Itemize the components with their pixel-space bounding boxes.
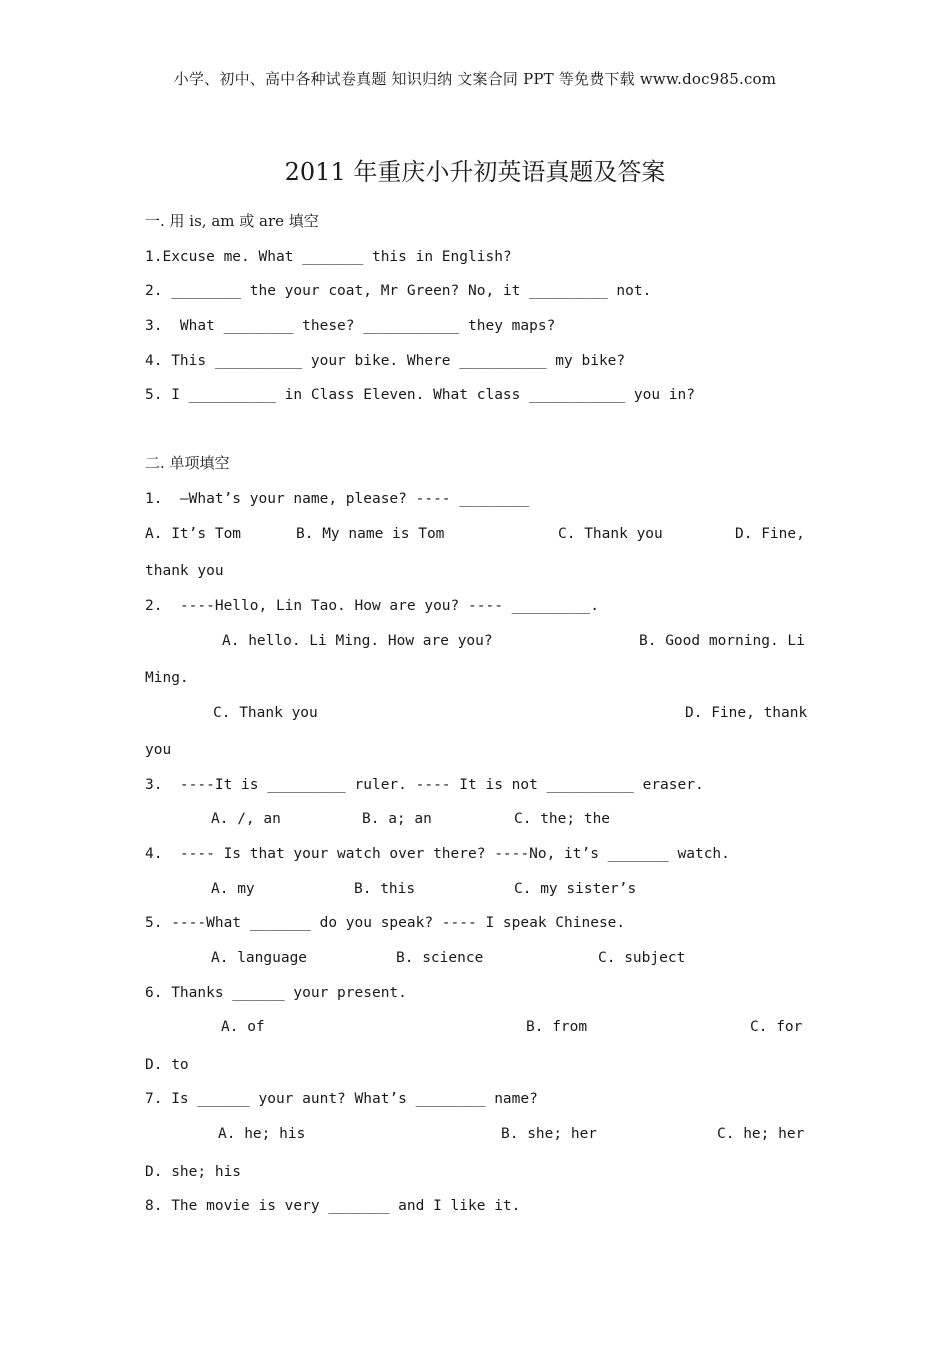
option-a: A. It’s Tom bbox=[145, 526, 242, 542]
s2-question-1-wrap: thank you bbox=[145, 563, 224, 579]
option-d: D. Fine, thank bbox=[685, 705, 808, 721]
option-a: A. my bbox=[211, 881, 255, 897]
s2-question-6-stem: 6. Thanks ______ your present. bbox=[145, 985, 407, 1001]
option-b: B. this bbox=[354, 881, 416, 897]
option-b: B. My name is Tom bbox=[296, 526, 445, 542]
option-a: A. language bbox=[211, 950, 308, 966]
s2-question-3-stem: 3. ----It is _________ ruler. ---- It is not __________ eraser. bbox=[145, 777, 704, 793]
s1-question-1: 1.Excuse me. What _______ this in English? bbox=[145, 249, 512, 265]
s2-question-8-stem: 8. The movie is very _______ and I like it. bbox=[145, 1198, 521, 1214]
s1-question-4: 4. This __________ your bike. Where __________ my bike? bbox=[145, 353, 626, 369]
s2-question-7-stem: 7. Is ______ your aunt? What’s ________ name? bbox=[145, 1091, 538, 1107]
section-1-heading: 一. 用 is, am 或 are 填空 bbox=[145, 212, 319, 230]
s2-question-7-option-d: D. she; his bbox=[145, 1164, 242, 1180]
option-c: C. for bbox=[750, 1019, 803, 1035]
page-header: 小学、初中、高中各种试卷真题 知识归纳 文案合同 PPT 等免费下载 www.doc985.com bbox=[173, 70, 777, 88]
option-b: B. Good morning. Li bbox=[639, 633, 805, 649]
s2-question-1-stem: 1. –What’s your name, please? ---- ________ bbox=[145, 491, 530, 507]
option-c: C. my sister’s bbox=[514, 881, 637, 897]
option-c: C. subject bbox=[598, 950, 686, 966]
s1-question-3: 3. What ________ these? ___________ they maps? bbox=[145, 318, 556, 334]
s1-question-5: 5. I __________ in Class Eleven. What class ___________ you in? bbox=[145, 387, 695, 403]
option-b: B. a; an bbox=[362, 811, 432, 827]
option-c: C. the; the bbox=[514, 811, 611, 827]
option-d: D. Fine, bbox=[735, 526, 805, 542]
s2-question-2-wrap-d: you bbox=[145, 742, 172, 758]
s2-question-5-stem: 5. ----What _______ do you speak? ---- I speak Chinese. bbox=[145, 915, 626, 931]
option-a: A. he; his bbox=[218, 1126, 306, 1142]
option-a: A. hello. Li Ming. How are you? bbox=[222, 633, 493, 649]
option-b: B. she; her bbox=[501, 1126, 598, 1142]
option-b: B. science bbox=[396, 950, 484, 966]
s2-question-2-wrap-b: Ming. bbox=[145, 670, 189, 686]
s1-question-2: 2. ________ the your coat, Mr Green? No, it _________ not. bbox=[145, 283, 652, 299]
option-c: C. he; her bbox=[717, 1126, 805, 1142]
page-title: 2011 年重庆小升初英语真题及答案 bbox=[284, 158, 666, 186]
option-b: B. from bbox=[526, 1019, 588, 1035]
option-a: A. /, an bbox=[211, 811, 281, 827]
option-a: A. of bbox=[221, 1019, 265, 1035]
s2-question-1-options bbox=[145, 524, 805, 644]
s2-question-6-option-d: D. to bbox=[145, 1057, 189, 1073]
option-c: C. Thank you bbox=[213, 705, 318, 721]
s2-question-2-stem: 2. ----Hello, Lin Tao. How are you? ---- _________. bbox=[145, 598, 599, 614]
option-c: C. Thank you bbox=[558, 526, 663, 542]
s2-question-4-stem: 4. ---- Is that your watch over there? ----No, it’s _______ watch. bbox=[145, 846, 730, 862]
section-2-heading: 二. 单项填空 bbox=[145, 454, 230, 472]
